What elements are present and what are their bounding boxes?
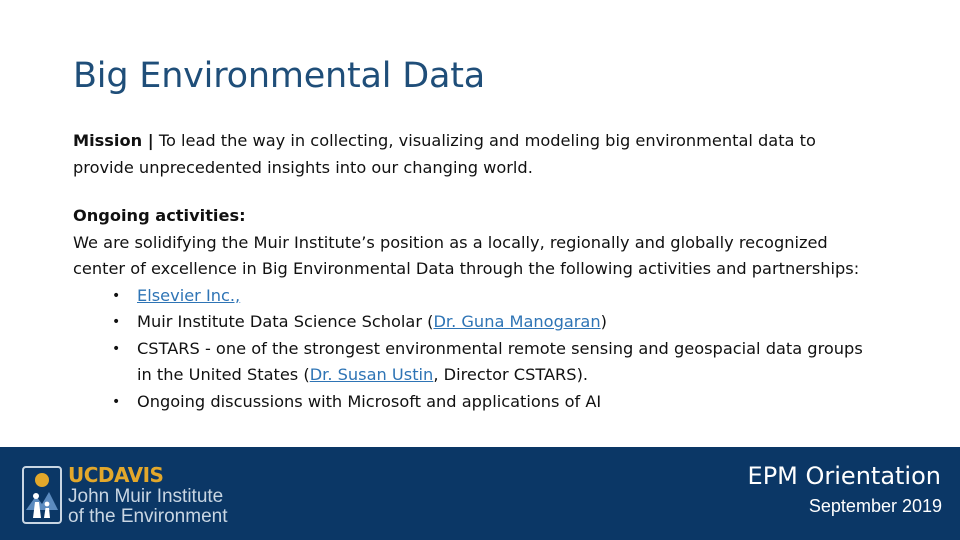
elsevier-link[interactable]: Elsevier Inc., bbox=[137, 285, 241, 305]
bullet-icon: • bbox=[112, 314, 121, 330]
bullet-icon: • bbox=[112, 287, 121, 304]
item-text: ) bbox=[600, 312, 607, 331]
item-text: Muir Institute Data Science Scholar ( bbox=[137, 312, 434, 331]
ongoing-heading: Ongoing activities: bbox=[73, 206, 246, 225]
mission-label: Mission | bbox=[73, 131, 154, 150]
list-item bbox=[73, 309, 873, 336]
institute-name-line2: of the Environment bbox=[68, 506, 228, 527]
guna-manogaran-link[interactable]: Dr. Guna Manogaran bbox=[433, 312, 601, 331]
susan-ustin-link[interactable]: Dr. Susan Ustin bbox=[309, 365, 434, 384]
mission-statement bbox=[73, 128, 873, 181]
slide-content bbox=[73, 128, 873, 415]
list-item bbox=[73, 336, 873, 389]
muir-institute-logo-icon bbox=[22, 466, 62, 524]
item-text: CSTARS - one of the strongest environmental remote sensing and geospacial data groups in the United States ( bbox=[137, 338, 863, 384]
mission-text: To lead the way in collecting, visualizing and modeling big environmental data to provide unprecedented insights into our changing world. bbox=[73, 131, 816, 177]
event-title: EPM Orientation bbox=[747, 462, 941, 490]
ucdavis-logo-text: UCDAVIS bbox=[68, 463, 164, 487]
bullet-icon: • bbox=[112, 393, 121, 410]
list-item bbox=[73, 389, 873, 416]
activities-list bbox=[73, 283, 873, 416]
slide-title: Big Environmental Data bbox=[73, 56, 486, 96]
ongoing-intro: We are solidifying the Muir Institute’s position as a locally, regionally and globally recognized center of excellence in Big Environmental Data through the following activities and partnerships: bbox=[73, 232, 860, 278]
item-text: Ongoing discussions with Microsoft and applications of AI bbox=[137, 391, 602, 411]
bullet-icon: • bbox=[112, 340, 121, 357]
list-item bbox=[73, 283, 873, 310]
institute-name-line1: John Muir Institute bbox=[68, 486, 224, 507]
spacer bbox=[73, 181, 873, 203]
item-text: , Director CSTARS). bbox=[433, 365, 589, 384]
event-date: September 2019 bbox=[808, 496, 942, 516]
